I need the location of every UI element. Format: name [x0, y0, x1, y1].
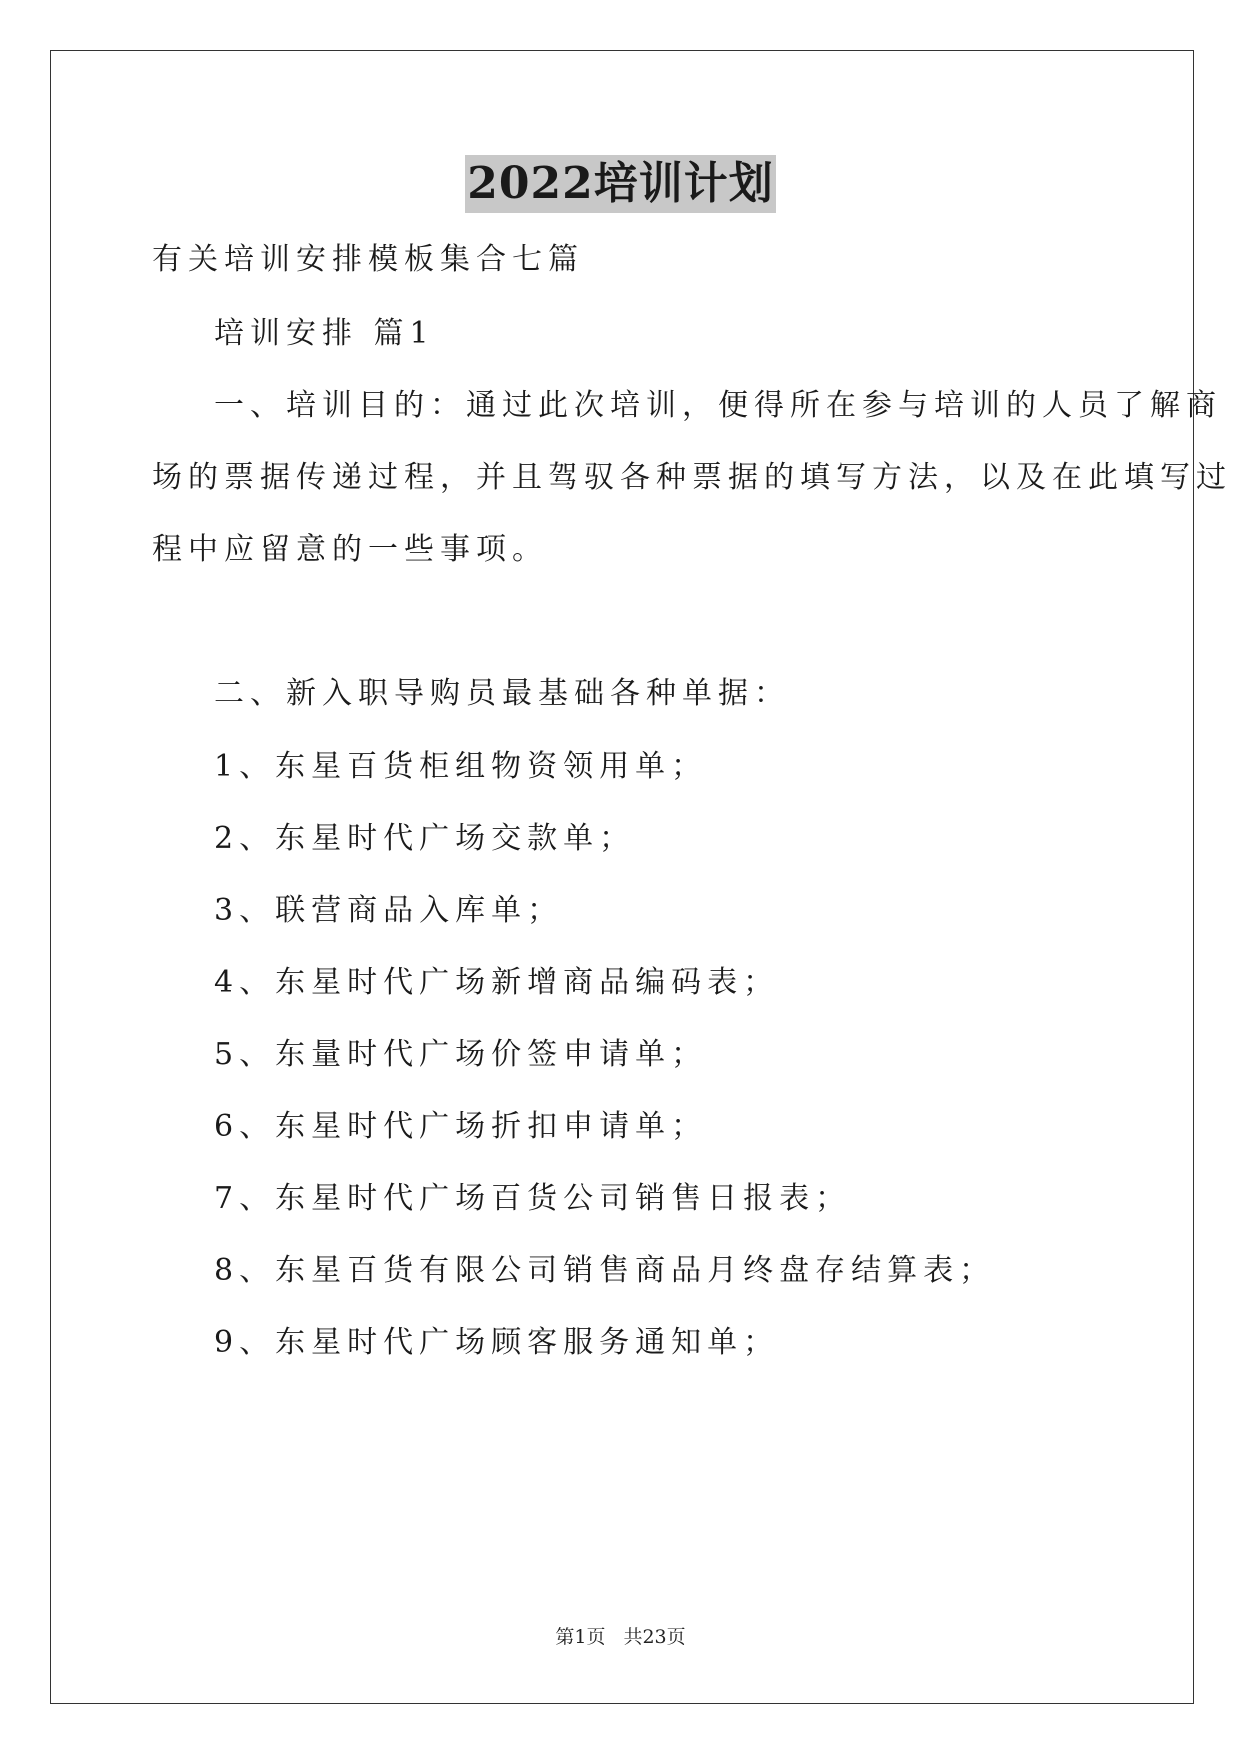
form-item-9: 9、东星时代广场顾客服务通知单； — [214, 1325, 780, 1360]
footer-page-number: 1 — [574, 1626, 587, 1648]
form-item-8: 8、东星百货有限公司销售商品月终盘存结算表； — [214, 1253, 996, 1288]
document-subtitle: 有关培训安排模板集合七篇 — [152, 242, 584, 277]
footer-page-prefix: 第 — [555, 1626, 575, 1648]
section-heading: 培训安排 篇1 — [214, 316, 435, 351]
footer-page-suffix: 页 — [586, 1626, 606, 1648]
document-title: 2022培训计划 — [465, 155, 775, 213]
form-item-7: 7、东星时代广场百货公司销售日报表； — [214, 1181, 852, 1216]
title-container — [0, 155, 1241, 213]
page-border — [50, 50, 1194, 1704]
form-item-3: 3、联营商品入库单； — [214, 893, 564, 928]
purpose-line-1: 一、培训目的：通过此次培训，便得所在参与培训的人员了解商 — [214, 388, 1222, 423]
purpose-line-2: 场的票据传递过程，并且驾驭各种票据的填写方法，以及在此填写过 — [152, 460, 1232, 495]
footer-total-prefix: 共 — [623, 1626, 643, 1648]
footer-total-suffix: 页 — [666, 1626, 686, 1648]
form-item-5: 5、东量时代广场价签申请单； — [214, 1037, 708, 1072]
purpose-line-3: 程中应留意的一些事项。 — [152, 532, 548, 567]
footer-total-pages: 23 — [642, 1626, 667, 1648]
form-item-6: 6、东星时代广场折扣申请单； — [214, 1109, 708, 1144]
page-footer — [0, 1624, 1241, 1650]
forms-heading: 二、新入职导购员最基础各种单据： — [214, 676, 790, 711]
form-item-4: 4、东星时代广场新增商品编码表； — [214, 965, 780, 1000]
form-item-2: 2、东星时代广场交款单； — [214, 821, 636, 856]
form-item-1: 1、东星百货柜组物资领用单； — [214, 749, 708, 784]
